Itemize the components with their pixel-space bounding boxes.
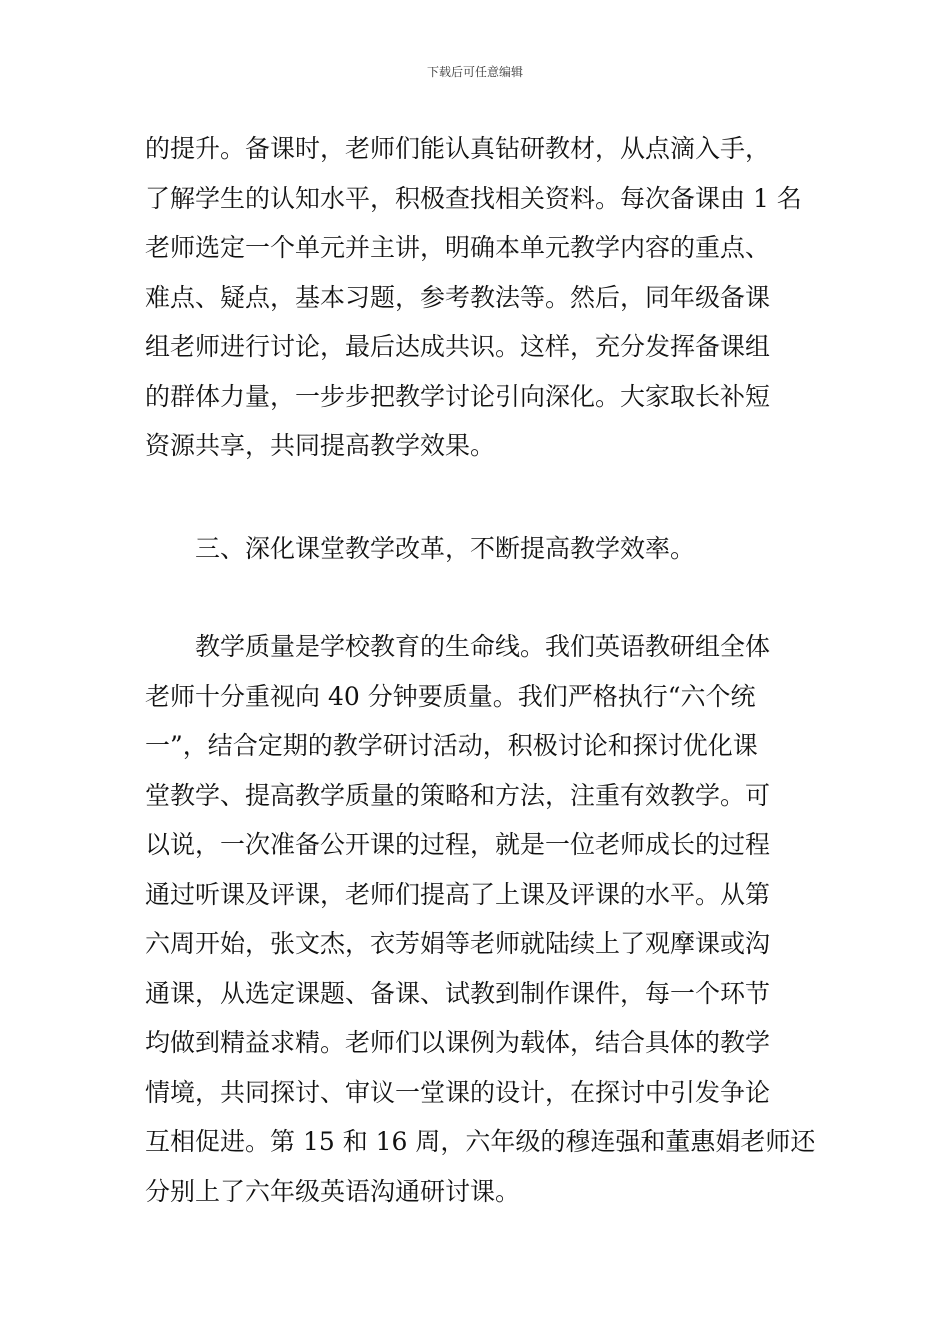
paragraph-1 bbox=[145, 124, 810, 471]
paragraph-2 bbox=[145, 622, 816, 1216]
paragraph-line: 了解学生的认知水平，积极查找相关资料。每次备课由 1 名 bbox=[145, 183, 802, 213]
paragraph-line: 均做到精益求精。老师们以课例为载体，结合具体的教学 bbox=[145, 1028, 771, 1057]
paragraph-line: 的群体力量，一步步把教学讨论引向深化。大家取长补短 bbox=[145, 381, 771, 411]
section-heading bbox=[145, 524, 810, 574]
paragraph-line: 通过听课及评课，老师们提高了上课及评课的水平。从第 bbox=[145, 879, 771, 909]
paragraph-line: 一”，结合定期的教学研讨活动，积极讨论和探讨优化课 bbox=[145, 731, 758, 760]
paragraph-line: 六周开始，张文杰，衣芳娟等老师就陆续上了观摩课或沟 bbox=[145, 929, 771, 958]
paragraph-line: 资源共享，共同提高教学效果。 bbox=[145, 431, 496, 460]
paragraph-line: 以说，一次准备公开课的过程，就是一位老师成长的过程 bbox=[145, 830, 771, 859]
paragraph-line: 教学质量是学校教育的生命线。我们英语教研组全体 bbox=[195, 632, 771, 661]
paragraph-line: 老师选定一个单元并主讲，明确本单元教学内容的重点、 bbox=[145, 233, 771, 262]
section-heading-text: 三、深化课堂教学改革，不断提高教学效率。 bbox=[195, 534, 696, 563]
paragraph-line: 分别上了六年级英语沟通研讨课。 bbox=[145, 1176, 521, 1206]
page-header: 下载后可任意编辑 bbox=[426, 65, 523, 79]
paragraph-line: 老师十分重视向 40 分钟要质量。我们严格执行“六个统 bbox=[145, 681, 756, 711]
paragraph-line: 组老师进行讨论，最后达成共识。这样，充分发挥备课组 bbox=[145, 332, 771, 361]
paragraph-line: 通课，从选定课题、备课、试教到制作课件，每一个环节 bbox=[145, 978, 771, 1008]
paragraph-line: 的提升。备课时，老师们能认真钻研教材，从点滴入手， bbox=[145, 134, 771, 163]
paragraph-line: 难点、疑点，基本习题，参考教法等。然后，同年级备课 bbox=[145, 282, 771, 312]
paragraph-line: 互相促进。第 15 和 16 周，六年级的穆连强和董惠娟老师还 bbox=[145, 1127, 816, 1156]
paragraph-line: 堂教学、提高教学质量的策略和方法，注重有效教学。可 bbox=[145, 780, 771, 810]
paragraph-line: 情境，共同探讨、审议一堂课的设计，在探讨中引发争论 bbox=[145, 1077, 771, 1107]
